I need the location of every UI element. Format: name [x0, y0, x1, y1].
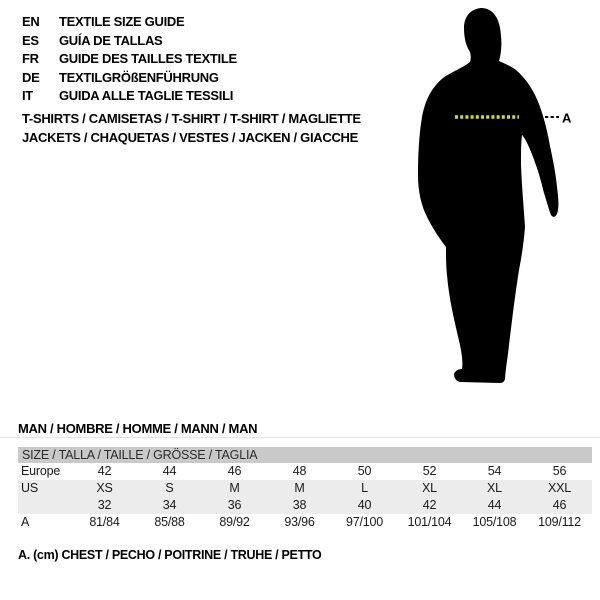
row-label: [18, 497, 72, 514]
table-cell: 56: [552, 464, 567, 478]
table-row-us-numeric: [18, 497, 592, 514]
language-code: EN: [22, 14, 40, 29]
table-row-us: [18, 480, 592, 497]
table-cell: 101/104: [407, 515, 452, 529]
table-cell: XXL: [547, 481, 572, 495]
list-item: [22, 13, 237, 32]
list-item: [22, 69, 237, 88]
language-label: GUIDA ALLE TAGLIE TESSILI: [59, 88, 234, 104]
table-cell: 36: [227, 498, 242, 512]
table-cell: 48: [292, 464, 307, 478]
man-silhouette-figure: [405, 5, 575, 395]
size-table: [18, 447, 592, 531]
divider-line: [0, 437, 600, 438]
table-cell: 50: [357, 464, 372, 478]
table-cell: M: [294, 481, 305, 495]
language-code: DE: [22, 69, 40, 85]
list-item: [22, 32, 237, 51]
table-row-chest: [18, 514, 592, 531]
table-cell: 40: [357, 498, 372, 512]
table-cell: XL: [487, 481, 502, 495]
language-code: IT: [22, 88, 33, 104]
category-line-tshirts: T-SHIRTS / CAMISETAS / T-SHIRT / T-SHIRT / MAGLIETTE: [22, 111, 361, 126]
table-cell: 42: [422, 498, 437, 512]
section-heading-man: MAN / HOMBRE / HOMME / MANN / MAN: [18, 421, 258, 436]
row-label: US: [21, 481, 38, 495]
table-cell: 32: [97, 498, 112, 512]
table-cell: 85/88: [154, 515, 185, 529]
garment-categories: [22, 110, 361, 147]
language-list: [22, 13, 237, 106]
row-label: A: [21, 515, 30, 529]
table-cell: M: [229, 481, 240, 495]
language-code: ES: [22, 32, 39, 48]
table-cell: XL: [422, 481, 437, 495]
table-cell: S: [165, 481, 174, 495]
table-cell: 44: [162, 464, 177, 478]
table-cell: 44: [487, 498, 502, 512]
language-label: GUÍA DE TALLAS: [59, 32, 163, 48]
table-row-europe: [18, 463, 592, 480]
table-cell: L: [361, 481, 368, 495]
table-cell: 38: [292, 498, 307, 512]
table-cell: 81/84: [89, 515, 120, 529]
table-cell: 93/96: [284, 515, 315, 529]
language-label: TEXTILGRÖßENFÜHRUNG: [59, 69, 219, 85]
language-code: FR: [22, 51, 39, 67]
table-cell: 54: [487, 464, 502, 478]
table-cell: 105/108: [472, 515, 517, 529]
language-label: TEXTILE SIZE GUIDE: [59, 14, 185, 29]
size-table-header: SIZE / TALLA / TAILLE / GRÖSSE / TAGLIA: [18, 447, 592, 463]
list-item: [22, 50, 237, 69]
table-cell: 109/112: [538, 515, 581, 529]
table-cell: 46: [552, 498, 567, 512]
category-line-jackets: JACKETS / CHAQUETAS / VESTES / JACKEN / GIACCHE: [22, 129, 358, 145]
language-label: GUIDE DES TAILLES TEXTILE: [59, 51, 237, 67]
table-cell: 97/100: [345, 515, 384, 529]
list-item: [22, 87, 237, 106]
table-cell: 46: [227, 464, 242, 478]
measure-label-a: A: [562, 110, 572, 126]
table-cell: 52: [422, 464, 437, 478]
table-cell: 42: [97, 464, 112, 478]
measurement-footnote: A. (cm) CHEST / PECHO / POITRINE / TRUHE / PETTO: [18, 548, 322, 562]
table-cell: XS: [96, 481, 113, 495]
table-cell: 34: [162, 498, 177, 512]
table-cell: 89/92: [219, 515, 250, 529]
row-label: Europe: [21, 464, 61, 478]
man-silhouette: [418, 8, 558, 383]
